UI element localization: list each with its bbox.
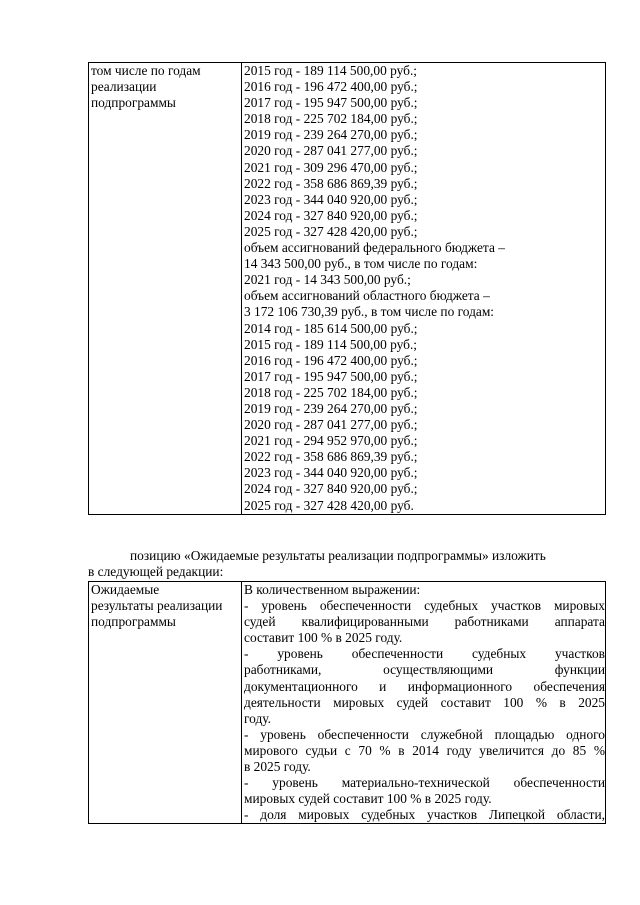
value-line: 2025 год - 327 428 420,00 руб.; xyxy=(244,223,418,239)
funding-table xyxy=(88,62,606,515)
value-line: 2016 год - 196 472 400,00 руб.; xyxy=(244,79,418,95)
value-line: 2014 год - 185 614 500,00 руб.; xyxy=(244,320,418,336)
value-line: 2018 год - 225 702 184,00 руб.; xyxy=(244,111,418,127)
result-line: составит 100 % в 2025 году. xyxy=(244,630,403,646)
value-line: 2023 год - 344 040 920,00 руб.; xyxy=(244,191,418,207)
result-line: В количественном выражении: xyxy=(244,582,421,597)
value-line: 2019 год - 239 264 270,00 руб.; xyxy=(244,400,418,416)
row-value-cell xyxy=(242,582,606,824)
result-line: деятельности мировых судей составит 100 % в 2025 xyxy=(244,694,605,710)
value-line: 2017 год - 195 947 500,00 руб.; xyxy=(244,368,418,384)
value-line: 3 172 106 730,39 руб., в том числе по годам: xyxy=(244,304,495,320)
table-row xyxy=(89,63,606,515)
result-line: документационного и информационного обеспечения xyxy=(244,678,605,694)
label-line: результаты реализации xyxy=(91,598,223,614)
value-line: 2025 год - 327 428 420,00 руб. xyxy=(244,497,414,513)
result-line: - уровень обеспеченности судебных участков xyxy=(244,646,605,662)
result-line: мировых судей составит 100 % в 2025 году. xyxy=(244,791,492,807)
label-line: том числе по годам xyxy=(91,63,201,78)
table-row xyxy=(89,582,606,824)
value-line: 2021 год - 309 296 470,00 руб.; xyxy=(244,159,418,175)
label-line: реализации xyxy=(91,79,157,95)
result-line: - доля мировых судебных участков Липецкой области, xyxy=(244,807,605,823)
label-line: Ожидаемые xyxy=(91,582,160,597)
value-line: 2021 год - 14 343 500,00 руб.; xyxy=(244,272,411,288)
result-line: судей квалифицированными работниками аппарата xyxy=(244,614,605,630)
result-line: работниками, осуществляющими функции xyxy=(244,662,605,678)
value-line: объем ассигнований федерального бюджета – xyxy=(244,240,505,256)
row-label-cell xyxy=(89,63,242,515)
value-line: 2022 год - 358 686 869,39 руб.; xyxy=(244,449,418,465)
row-label-cell xyxy=(89,582,242,824)
value-line: 2015 год - 189 114 500,00 руб.; xyxy=(244,336,418,352)
value-line: 2017 год - 195 947 500,00 руб.; xyxy=(244,95,418,111)
instruction-paragraph xyxy=(88,548,606,580)
value-line: 2023 год - 344 040 920,00 руб.; xyxy=(244,465,418,481)
expected-results-table xyxy=(88,581,606,824)
label-line: подпрограммы xyxy=(91,95,176,111)
value-line: 2020 год - 287 041 277,00 руб.; xyxy=(244,143,418,159)
value-line: 2019 год - 239 264 270,00 руб.; xyxy=(244,127,418,143)
value-line: 2016 год - 196 472 400,00 руб.; xyxy=(244,352,418,368)
label-line: подпрограммы xyxy=(91,614,176,630)
value-line: 2020 год - 287 041 277,00 руб.; xyxy=(244,417,418,433)
result-line: в 2025 году. xyxy=(244,759,311,775)
result-line: году. xyxy=(244,710,271,726)
value-line: 2015 год - 189 114 500,00 руб.; xyxy=(244,63,418,78)
value-line: объем ассигнований областного бюджета – xyxy=(244,288,490,304)
paragraph-line-1: позицию «Ожидаемые результаты реализации подпрограммы» изложить xyxy=(130,548,546,563)
result-line: мирового судьи с 70 % в 2014 году увеличится до 85 % xyxy=(244,742,605,758)
result-line: - уровень обеспеченности судебных участков мировых xyxy=(244,598,605,614)
value-line: 2024 год - 327 840 920,00 руб.; xyxy=(244,481,418,497)
result-line: - уровень обеспеченности служебной площадью одного xyxy=(244,726,605,742)
value-line: 14 343 500,00 руб., в том числе по годам: xyxy=(244,256,478,272)
row-value-cell xyxy=(242,63,606,515)
value-line: 2021 год - 294 952 970,00 руб.; xyxy=(244,433,418,449)
value-line: 2018 год - 225 702 184,00 руб.; xyxy=(244,384,418,400)
value-line: 2022 год - 358 686 869,39 руб.; xyxy=(244,175,418,191)
result-line: - уровень материально-технической обеспеченности xyxy=(244,775,605,791)
value-line: 2024 год - 327 840 920,00 руб.; xyxy=(244,207,418,223)
paragraph-line-2: в следующей редакции: xyxy=(88,564,224,580)
